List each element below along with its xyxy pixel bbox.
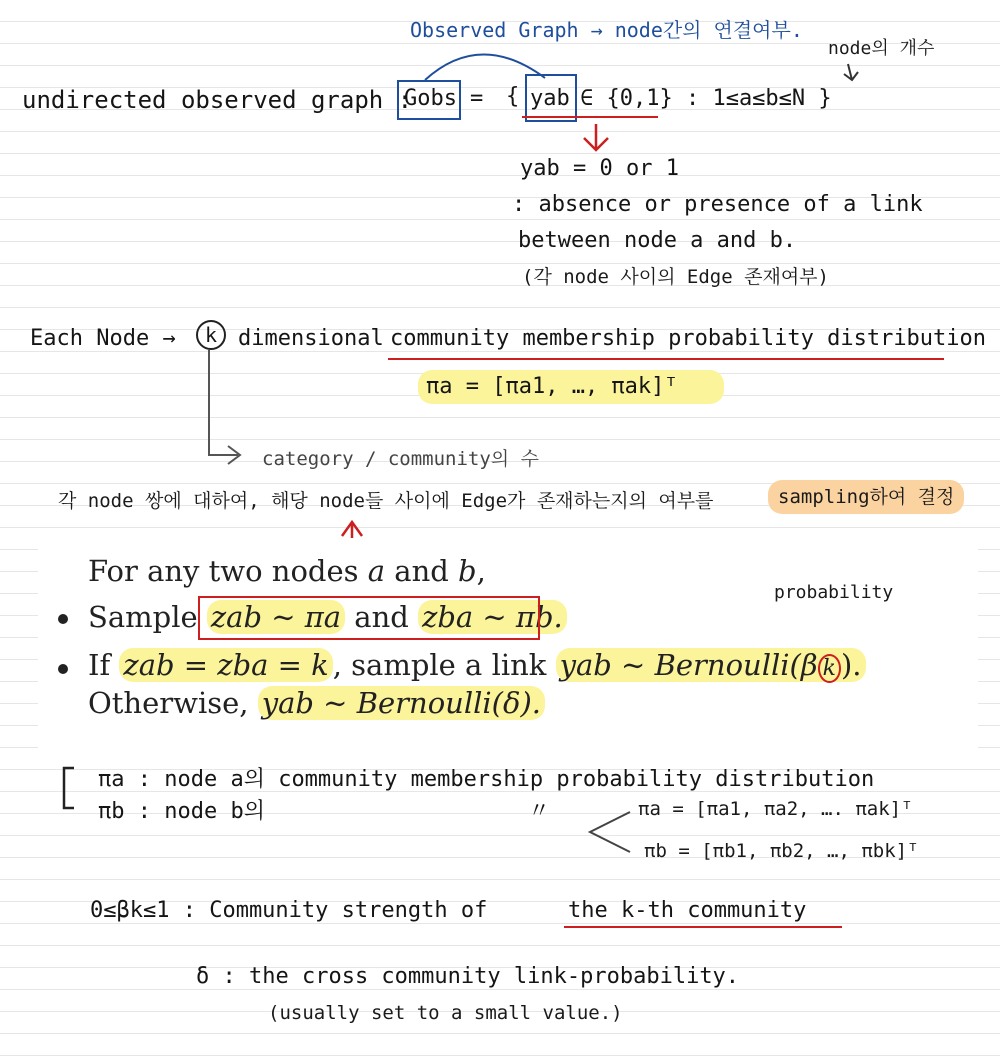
printed-line-3: If zab = zba = k , sample a link yab ∼ Bernoulli(β k ). (88, 648, 866, 683)
yab-between: between node a and b. (518, 228, 797, 253)
yab-meaning: : absence or presence of a link (512, 192, 923, 217)
cmpd-underline (388, 358, 944, 360)
sample-box (198, 596, 540, 640)
sampling-highlight: sampling하여 결정 (768, 480, 964, 514)
dimensional-word: dimensional (238, 326, 384, 351)
category-note: category / community의 수 (262, 448, 539, 470)
yab-values: yab = 0 or 1 (520, 156, 679, 181)
korean-sampling-line: 각 node 쌍에 대하여, 해당 node들 사이에 Edge가 존재하는지의 여부를 (58, 490, 714, 512)
pi-a-vector: πa = [πa1, …, πak]ᵀ (418, 370, 724, 404)
bullet-1 (58, 614, 68, 624)
equals-sign: = (470, 86, 484, 111)
kth-underline (564, 926, 842, 928)
delta-definition: δ : the cross community link-probability. (196, 964, 740, 989)
observed-graph-note: Observed Graph → node간의 연결여부. (410, 18, 803, 42)
pi-b-note: πb : node b의 (98, 799, 265, 824)
pi-a-note: πa : node a의 community membership probability distribution (98, 767, 875, 792)
delta-usage-note: (usually set to a small value.) (268, 1002, 623, 1024)
each-node-prefix: Each Node → (30, 326, 176, 351)
node-count-note: node의 개수 (828, 38, 935, 59)
probability-note: probability (774, 582, 894, 603)
printed-line-2: Sample zab ∼ πa and zba ∼ πb. (88, 600, 567, 634)
kth-community: the k-th community (568, 898, 807, 923)
cmpd-phrase: community membership probability distribution (390, 326, 987, 351)
k-circle: k (196, 320, 226, 350)
bullet-2 (58, 664, 68, 674)
printed-excerpt (38, 538, 978, 748)
yab-symbol: yab (530, 86, 570, 111)
pi-b-vector-note: πb = [πb1, πb2, …, πbk]ᵀ (644, 840, 919, 862)
ditto-mark: 〃 (528, 799, 551, 824)
pi-a-vector-note: πa = [πa1, πa2, …. πak]ᵀ (638, 798, 913, 820)
printed-line-1: For any two nodes a and b, (88, 554, 486, 588)
printed-line-4: Otherwise, yab ∼ Bernoulli(δ). (88, 686, 545, 720)
definition-prefix: undirected observed graph : (22, 86, 413, 114)
yab-underline (522, 116, 658, 118)
gobs-symbol: Gobs (404, 86, 457, 111)
beta-definition: 0≤βk≤1 : Community strength of (90, 898, 488, 923)
set-open-brace: { (506, 84, 520, 109)
set-definition: ∈ {0,1} : 1≤a≤b≤N } (580, 86, 832, 111)
yab-korean-note: (각 node 사이의 Edge 존재여부) (522, 266, 829, 288)
